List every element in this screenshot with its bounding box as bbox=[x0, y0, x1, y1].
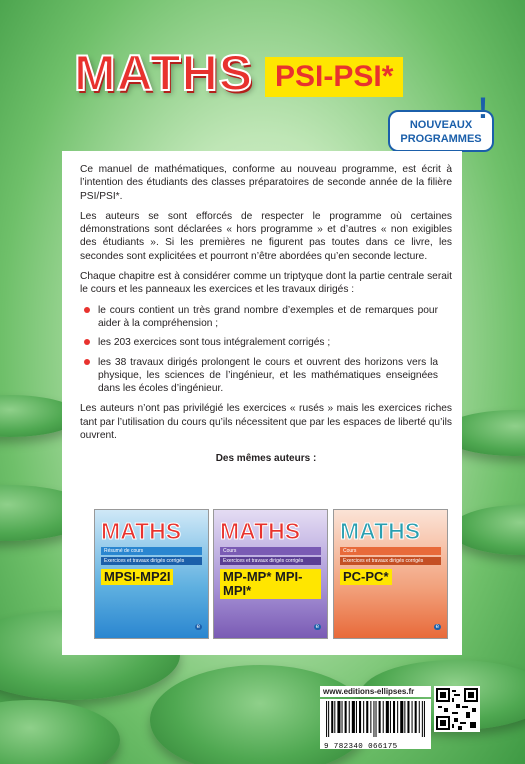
maths-title: MATHS bbox=[74, 45, 254, 101]
bullet-icon bbox=[84, 339, 90, 345]
background-disc bbox=[0, 700, 120, 764]
same-authors-heading: Des mêmes auteurs : bbox=[215, 453, 317, 465]
badge-line-1: NOUVEAUX bbox=[409, 119, 473, 131]
feature-list bbox=[80, 304, 452, 396]
qr-code-icon bbox=[434, 686, 480, 732]
badge-line-2: PROGRAMMES bbox=[400, 133, 482, 145]
ellipses-logo-icon: e bbox=[196, 624, 200, 630]
chapter-intro-paragraph: Chaque chapitre est à considérer comme un triptyque dont la partie centrale serait le cours et les panneaux les exercices et les travaux dirigés : bbox=[80, 271, 452, 296]
isbn-barcode bbox=[320, 699, 431, 749]
list-item-text: le cours contient un très grand nombre d’exemples et de remarques pour aider à la compréhension ; bbox=[98, 304, 438, 329]
book-subtitle: Exercices et travaux dirigés corrigés bbox=[220, 557, 321, 565]
book-subtitle: Exercices et travaux dirigés corrigés bbox=[101, 557, 202, 565]
list-item-text: les 203 exercices sont tous intégralement corrigés ; bbox=[98, 337, 331, 349]
book-series: Résumé de cours bbox=[101, 547, 202, 555]
bullet-icon bbox=[84, 307, 90, 313]
authors-effort-paragraph: Les auteurs se sont efforcés de respecter le programme où certaines démonstrations sont déclarées « hors programme » et d’autres « non exigibles des étudiants ». Si les premières ne figurent pas toutes dans ce livre, les secondes sont explicitées et pourront n’être abordées qu’en seconde lecture. bbox=[80, 210, 452, 262]
new-programs-badge bbox=[388, 92, 494, 152]
barcode-icon bbox=[324, 701, 427, 737]
list-item bbox=[80, 336, 452, 349]
isbn-number: 9 782340 066175 bbox=[324, 743, 398, 751]
list-item bbox=[80, 304, 452, 331]
bullet-icon bbox=[84, 359, 90, 365]
book-title: PC-PC* bbox=[340, 569, 392, 585]
list-item bbox=[80, 356, 452, 396]
level-label: PSI-PSI* bbox=[265, 57, 403, 97]
intro-paragraph: Ce manuel de mathématiques, conforme au nouveau programme, est écrit à l’intention des étudiants des classes préparatoires de seconde année de la filière PSI/PSI*. bbox=[80, 164, 452, 202]
book-title: MP-MP* MPI-MPI* bbox=[220, 569, 321, 599]
list-item-text: les 38 travaux dirigés prolongent le cours et ouvrent des horizons vers la physique, les sciences de l’ingénieur, et les mathématiques enseignées dans les écoles d’ingénieur. bbox=[98, 356, 438, 395]
qr-pattern bbox=[436, 688, 478, 730]
ellipses-logo-icon: e bbox=[435, 624, 439, 630]
book-subtitle: Exercices et travaux dirigés corrigés bbox=[340, 557, 441, 565]
book-cover-mpsi bbox=[94, 509, 209, 639]
book-maths-title: MATHS bbox=[101, 518, 182, 544]
publisher-website: www.editions-ellipses.fr bbox=[320, 686, 431, 697]
book-series: Cours bbox=[220, 547, 321, 555]
book-cover-mp bbox=[213, 509, 328, 639]
book-series: Cours bbox=[340, 547, 441, 555]
book-maths-title: MATHS bbox=[220, 518, 301, 544]
exclamation-icon: ! bbox=[478, 92, 488, 125]
book-title: MPSI-MP2I bbox=[101, 569, 173, 585]
book-maths-title: MATHS bbox=[340, 518, 421, 544]
ellipses-logo-icon: e bbox=[315, 624, 319, 630]
conclusion-paragraph: Les auteurs n’ont pas privilégié les exercices « rusés » mais les exercices riches tant par l’utilisation du cours qu’ils nécessitent que par les espaces de liberté qu’ils ouvrent. bbox=[80, 403, 452, 442]
book-cover-pc bbox=[333, 509, 448, 639]
